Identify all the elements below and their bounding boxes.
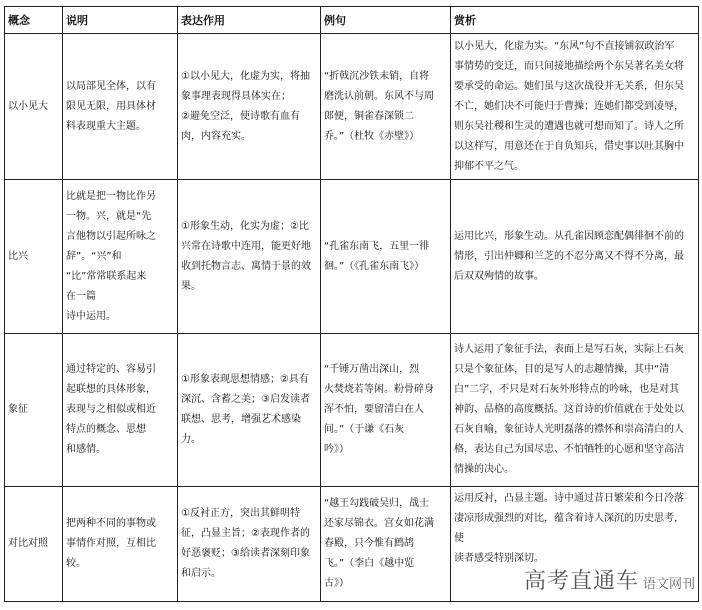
table-row	[5, 334, 699, 487]
effect-line: 联想、思考，增强艺术感染	[181, 414, 301, 425]
cell-concept	[5, 34, 63, 180]
explain-line: 在一篇	[66, 290, 96, 302]
table-row	[5, 180, 699, 334]
cell-explain	[63, 334, 178, 487]
concept-line: 对比对照	[8, 538, 48, 549]
cell-analysis	[451, 487, 699, 602]
example-line: 乔。”（杜牧《赤壁》）	[324, 130, 420, 142]
effect-line: 象事理表现得具体实在；	[181, 90, 291, 102]
explain-line: “比”常常联系起来	[66, 270, 147, 282]
effect-line: ②避免空泛，使诗歌有血有	[181, 110, 300, 122]
effect-line: 深沉、含蓄之美；③启发读者	[181, 394, 310, 405]
effect-line: ①形象表现思想情感；②具有	[181, 374, 309, 385]
example-line: 飞。”（李白《越中览	[324, 558, 415, 569]
concept-line: 象征	[8, 404, 28, 415]
effect-line: 好恶褒贬；③给读者深刻印象	[181, 548, 310, 559]
example-line: “千锤万凿出深山，烈	[324, 364, 420, 375]
explain-line: 料表现重大主题。	[66, 120, 146, 132]
analysis-line: 石灰自喻，象征诗人光明磊落的襟怀和崇高清白的人	[454, 424, 684, 435]
cell-explain	[63, 180, 178, 334]
effect-line: 征，凸显主旨；②表现作者的	[181, 528, 310, 539]
cell-analysis	[451, 180, 699, 334]
analysis-line: 情形，引出仲卿和兰芝的不忍分离又不得不分离，最	[454, 250, 684, 262]
table-row	[5, 487, 699, 602]
cell-analysis	[451, 34, 699, 180]
effect-line: 兴常在诗歌中连用，能更好地	[181, 240, 311, 252]
analysis-line: 事情势的变迁，而只间接地描绘两个东吴著名美女将	[454, 60, 684, 72]
table-body	[5, 34, 699, 602]
analysis-line: 使	[454, 533, 464, 544]
explain-line: 限见无限，用具体材	[66, 100, 156, 112]
example-line: 磨洗认前朝。东风不与周	[324, 90, 434, 102]
concept-line: 以小见大	[8, 100, 48, 112]
explain-line: 以局部见全体，以有	[66, 80, 156, 92]
example-line: “越王勾践破吴归，战士	[324, 498, 430, 509]
header-example: 例句	[321, 7, 451, 34]
example-line: 火焚烧若等闲。粉骨碎身	[324, 384, 434, 395]
explain-line: 起联想的具体形象，	[66, 384, 156, 395]
analysis-line: 以小见大，化虚为实。“东风”句不直接铺叙政治军	[454, 40, 675, 52]
example-line: 徊。”（《孔雀东南飞》）	[324, 260, 425, 272]
cell-concept	[5, 334, 63, 487]
explain-line: 诗中运用。	[66, 310, 116, 322]
analysis-line: 不亡，她们决不可能归于曹操；连她们都受到凌辱，	[454, 100, 684, 112]
analysis-line: 要承受的命运。她们虽与这次战役并无关系，但东吴	[454, 80, 684, 92]
analysis-line: 运用比兴，形象生动。从孔雀因顾恋配偶徘徊不前的	[454, 230, 684, 242]
table-row	[5, 34, 699, 180]
explain-line: 辞”。“兴”和	[66, 250, 122, 262]
header-explanation: 说明	[63, 7, 178, 34]
concept-line: 比兴	[8, 250, 28, 262]
effect-line: 和启示。	[181, 568, 221, 579]
explain-line: 表现与之相似或相近	[66, 404, 156, 415]
effect-line: ①以小见大，化虚为实，将抽	[181, 70, 310, 82]
cell-concept	[5, 180, 63, 334]
example-line: 古》）	[324, 578, 349, 589]
explain-line: 比就是把一物比作另	[66, 190, 156, 202]
example-line: “折戟沉沙铁未销，自将	[324, 70, 430, 82]
effect-line: 果。	[181, 280, 201, 292]
cell-example	[321, 180, 451, 334]
analysis-line: 则东吴社稷和生灵的遭遇也就可想而知了。诗人之所	[454, 120, 684, 132]
explain-line: 把两种不同的事物或	[66, 518, 156, 529]
analysis-line: 抑郁不平之气。	[454, 160, 524, 172]
analysis-line: 白”二字，不只是对石灰外形特点的吟咏，也是对其	[454, 384, 680, 395]
header-analysis: 赏析	[451, 7, 699, 34]
cell-effect	[178, 487, 321, 602]
example-line: 间。”（于谦《石灰	[324, 424, 405, 435]
explain-line: 较。	[66, 558, 86, 569]
explain-line: 通过特定的、容易引	[66, 364, 156, 375]
cell-example	[321, 334, 451, 487]
effect-line: 肉，内容充实。	[181, 130, 251, 142]
explain-line: 特点的概念、思想	[66, 424, 146, 435]
effect-line: 收到托物言志、寓情于景的效	[181, 260, 311, 272]
analysis-line: 后双双殉情的故事。	[454, 270, 544, 282]
rhetoric-table	[4, 6, 699, 602]
analysis-line: 神韵、品格的高度概括。这首诗的价值就在于处处以	[454, 404, 684, 415]
analysis-line: 运用反衬，凸显主题。诗中通过昔日繁荣和今日冷落	[454, 493, 684, 504]
example-line: “孔雀东南飞，五里一徘	[324, 240, 430, 252]
cell-effect	[178, 334, 321, 487]
analysis-line: 情操的决心。	[454, 464, 514, 475]
cell-concept	[5, 487, 63, 602]
effect-line: ①反衬正方，突出其鲜明特	[181, 508, 300, 519]
example-line: 郎便，铜雀春深锁二	[324, 110, 414, 122]
cell-explain	[63, 487, 178, 602]
example-line: 浑不怕，要留清白在人	[324, 404, 424, 415]
cell-explain	[63, 34, 178, 180]
header-row	[5, 7, 699, 34]
analysis-line: 读者感受特别深切。	[454, 553, 544, 564]
explain-line: 事情作对照，互相比	[66, 538, 156, 549]
analysis-line: 凄凉形成强烈的对比，蕴含着诗人深沉的历史思考，	[454, 513, 684, 524]
cell-effect	[178, 34, 321, 180]
watermark-title: 高考直通车	[523, 569, 639, 594]
analysis-line: 诗人运用了象征手法，表面上是写石灰，实际上石灰	[454, 344, 684, 355]
example-line: 吟》）	[324, 444, 349, 455]
explain-line: 言他物以引起所咏之	[66, 230, 156, 242]
explain-line: 一物。兴，就是“先	[66, 210, 152, 222]
header-effect: 表达作用	[178, 7, 321, 34]
example-line: 春殿，只今惟有鹧鸪	[324, 538, 414, 549]
cell-effect	[178, 180, 321, 334]
effect-line: ①形象生动，化实为虚；②比	[181, 220, 309, 232]
analysis-line: 格，表达自己为国尽忠、不怕牺牲的心愿和坚守高洁	[454, 444, 684, 455]
cell-example	[321, 34, 451, 180]
explain-line: 和感情。	[66, 444, 106, 455]
header-concept: 概念	[5, 7, 63, 34]
example-line: 还家尽锦衣。宫女如花满	[324, 518, 434, 529]
watermark-subtitle: 语文网刊	[642, 577, 695, 592]
cell-example	[321, 487, 451, 602]
analysis-line: 以这样写，用意还在于自负知兵，借史事以吐其胸中	[454, 140, 684, 152]
effect-line: 力。	[181, 434, 201, 445]
watermark	[454, 569, 695, 599]
cell-analysis	[451, 334, 699, 487]
analysis-line: 只是个象征体，目的是写人的志趣情操，其中“清	[454, 364, 670, 375]
